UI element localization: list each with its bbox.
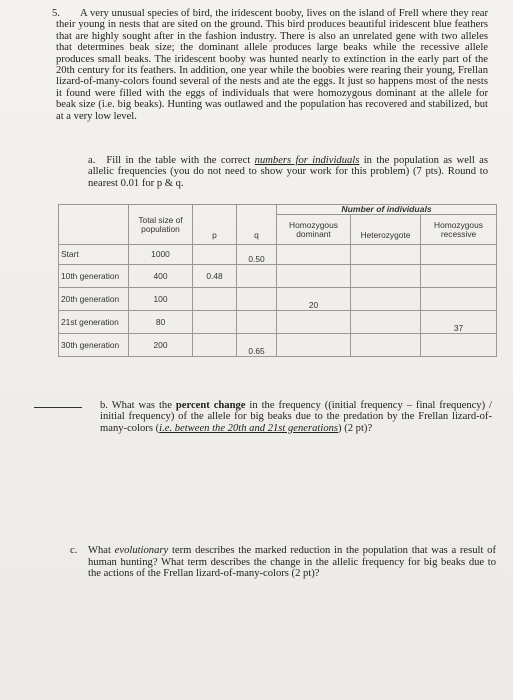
header-homozygous-recessive: Homozygous recessive: [421, 215, 497, 245]
cell-p[interactable]: [193, 311, 237, 334]
table-row: [59, 245, 497, 265]
answer-blank[interactable]: [34, 407, 82, 408]
cell-homozygous-recessive[interactable]: 37: [421, 311, 497, 334]
question-number: 5.: [52, 8, 60, 19]
table-row: [59, 265, 497, 288]
cell-q[interactable]: [237, 288, 277, 311]
cell-homozygous-recessive[interactable]: [421, 334, 497, 357]
question-5c-text-before: What: [88, 545, 111, 556]
cell-q[interactable]: 0.65: [237, 334, 277, 357]
cell-p[interactable]: [193, 245, 237, 265]
cell-homozygous-dominant[interactable]: [277, 245, 351, 265]
cell-total[interactable]: 1000: [129, 245, 193, 265]
header-homozygous-dominant: Homozygous dominant: [277, 215, 351, 245]
cell-total[interactable]: 100: [129, 288, 193, 311]
question-5c: [70, 545, 496, 580]
header-cell-blank: [59, 205, 129, 245]
header-number-of-individuals: Number of individuals: [277, 205, 497, 215]
cell-heterozygote[interactable]: [351, 334, 421, 357]
cell-q[interactable]: [237, 265, 277, 288]
question-5b-text-after: ) (2 pt)?: [338, 422, 373, 434]
cell-p[interactable]: [193, 334, 237, 357]
question-5b-text-mid: in the frequency ((initial frequency – final frequency) / initial frequency) of the allele for big beaks due to the predation by the Frellan lizard-of-many-colors (: [100, 400, 493, 434]
cell-q[interactable]: [237, 311, 277, 334]
table-row: [59, 311, 497, 334]
row-label: Start: [59, 245, 129, 265]
question-5c-emphasis: evolutionary: [114, 545, 169, 556]
population-table: [58, 204, 497, 357]
question-5b-label: b.: [100, 400, 108, 411]
row-label: 30th generation: [59, 334, 129, 357]
question-5c-text-after: term describes the marked reduction in the population that was a result of human hunting? What term describes the change in the allelic frequency for big beaks due to the actions of the Frellan lizard-of-many-colors (2 pt)?: [88, 545, 496, 580]
cell-p[interactable]: 0.48: [193, 265, 237, 288]
cell-total[interactable]: 200: [129, 334, 193, 357]
cell-heterozygote[interactable]: [351, 311, 421, 334]
question-5b-emphasis-2: i.e. between the 20th and 21st generations: [159, 422, 339, 434]
question-5a: [88, 155, 488, 189]
question-5c-body: [70, 545, 496, 580]
question-5a-text-before: Fill in the table with the correct: [106, 155, 251, 166]
cell-homozygous-dominant[interactable]: [277, 334, 351, 357]
question-5a-emphasis: numbers for individuals: [254, 155, 360, 166]
question-5c-label: c.: [70, 545, 78, 556]
cell-homozygous-recessive[interactable]: [421, 245, 497, 265]
header-total-size: Total size of population: [129, 205, 193, 245]
header-p: p: [193, 205, 237, 245]
table-row: [59, 288, 497, 311]
header-heterozygote: Heterozygote: [351, 215, 421, 245]
question-5: [52, 8, 488, 122]
cell-homozygous-recessive[interactable]: [421, 265, 497, 288]
row-label: 20th generation: [59, 288, 129, 311]
question-5b-text-before: What was the: [111, 400, 172, 411]
cell-heterozygote[interactable]: [351, 245, 421, 265]
cell-total[interactable]: 80: [129, 311, 193, 334]
question-5b-emphasis: percent change: [175, 400, 246, 411]
question-5b-body: [100, 400, 492, 434]
cell-heterozygote[interactable]: [351, 265, 421, 288]
cell-homozygous-dominant[interactable]: [277, 311, 351, 334]
table-row: [59, 334, 497, 357]
header-q: q: [237, 205, 277, 245]
question-5a-text-after: in the population as well as allelic frequencies (you do not need to show your work for this problem) (7 pts). Round to nearest 0.01 for p & q.: [88, 155, 488, 189]
cell-q[interactable]: 0.50: [237, 245, 277, 265]
question-5-text: A very unusual species of bird, the iridescent booby, lives on the island of Frell where they rear their young in nests that are sited on the ground. This bird produces beautiful iridescent blue feathers that are highly sought after in the fashion industry. There is also an unrelated gene with two alleles that determines beak size; the dominant allele produces large beaks while the recessive allele produces small beaks. The iridescent booby was hunted nearly to extinction in the early part of the 20th century for its feathers. In addition, one year while the boobies were rearing their young, Frellan lizard-of-many-colors found several of the nests and ate the eggs. It just so happens most of the nests it found were filled with the eggs of individuals that were homozygous dominant at the allele for beak size (i.e. big beaks). Hunting was outlawed and the population has recovered and stabilized, but at a very low level.: [56, 8, 488, 122]
cell-total[interactable]: 400: [129, 265, 193, 288]
cell-homozygous-dominant[interactable]: [277, 265, 351, 288]
cell-p[interactable]: [193, 288, 237, 311]
cell-heterozygote[interactable]: [351, 288, 421, 311]
question-5a-label: a.: [88, 155, 96, 166]
row-label: 10th generation: [59, 265, 129, 288]
cell-homozygous-recessive[interactable]: [421, 288, 497, 311]
question-5b: [34, 400, 493, 434]
row-label: 21st generation: [59, 311, 129, 334]
cell-homozygous-dominant[interactable]: 20: [277, 288, 351, 311]
